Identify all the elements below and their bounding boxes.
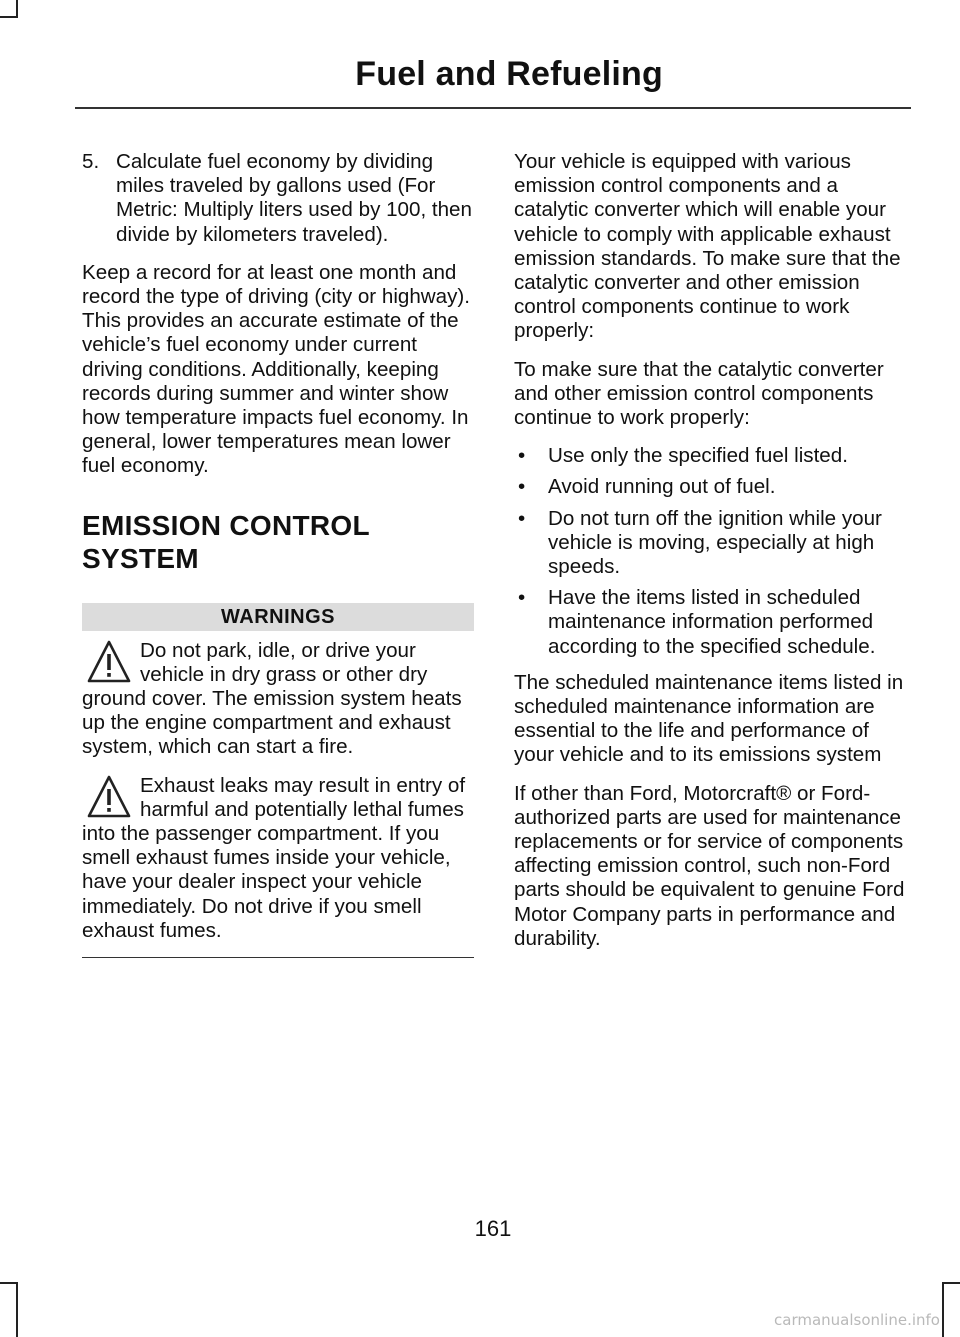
step-text: Calculate fuel economy by dividing miles traveled by gallons used (For Metric: Multiply liters used by 100, then divide by kilometers traveled). [116,150,472,246]
crop-mark-bottom-left-h [0,1282,18,1284]
list-item [514,507,908,580]
bullet-text: Have the items listed in scheduled maintenance information performed according to the specified schedule. [548,586,876,658]
bullet-text: Avoid running out of fuel. [548,475,776,499]
bullet-marker: • [518,506,526,530]
list-item [514,475,908,499]
emission-intro-paragraph: Your vehicle is equipped with various emission control components and a catalytic converter which will enable your vehicle to comply with applicable exhaust emission standards. To make sure that the catalytic converter and other emission control components continue to work properly: [514,150,901,343]
step-number: 5. [82,150,100,173]
emission-bullet-list [514,444,908,659]
crop-mark-bottom-right-v [942,1282,944,1337]
crop-mark-top-left-v [16,0,18,16]
bullet-marker: • [518,444,526,468]
warning-text: Do not park, idle, or drive your vehicle in dry grass or other dry ground cover. The emission system heats up the engine compartment and exhaust system, which can start a fire. [82,638,462,759]
bullet-text: Do not turn off the ignition while your vehicle is moving, especially at high speeds. [548,506,882,579]
warning-text: Exhaust leaks may result in entry of harmful and potentially lethal fumes into the passenger compartment. If you smell exhaust fumes inside your vehicle, have your dealer inspect your vehicle immediately. Do not drive if you smell exhaust fumes. [82,773,466,942]
warning-item [82,639,474,760]
crop-mark-bottom-left-v [16,1282,18,1337]
section-heading: EMISSION CONTROL SYSTEM [82,509,370,574]
crop-mark-bottom-right-h [942,1282,960,1284]
page-header-title: Fuel and Refueling [355,55,663,93]
warning-triangle-icon [86,639,132,685]
parts-paragraph: If other than Ford, Motorcraft® or Ford-authorized parts are used for maintenance replacements or for service of components affecting emission control, such non-Ford parts should be equivalent to genuine Ford Motor Company parts in performance and durability. [514,781,905,950]
warning-item [82,774,474,943]
page-number: 161 [474,1216,512,1241]
warnings-label: WARNINGS [82,603,474,631]
list-item [514,586,908,659]
list-item [514,444,908,468]
watermark: carmanualsonline.info [774,1311,940,1329]
emission-lead-paragraph: To make sure that the catalytic converter and other emission control components continue to work properly: [514,357,884,430]
left-column [82,150,474,958]
header-divider [75,107,911,109]
crop-mark-top-left-h [0,16,18,18]
right-column [514,150,908,965]
warning-triangle-icon [86,774,132,820]
bullet-marker: • [518,475,526,499]
fuel-record-paragraph: Keep a record for at least one month and record the type of driving (city or highway). This provides an accurate estimate of the vehicle’s fuel economy under current driving conditions. Additionally, keeping records during summer and winter show how temperature impacts fuel economy. In general, lower temperatures mean lower fuel economy. [82,260,471,478]
warnings-end-divider [82,957,474,958]
maintenance-paragraph: The scheduled maintenance items listed in scheduled maintenance information are essential to the life and performance of your vehicle and to its emissions system [514,670,904,767]
numbered-step [82,150,474,247]
bullet-text: Use only the specified fuel listed. [548,444,848,468]
bullet-marker: • [518,586,526,610]
